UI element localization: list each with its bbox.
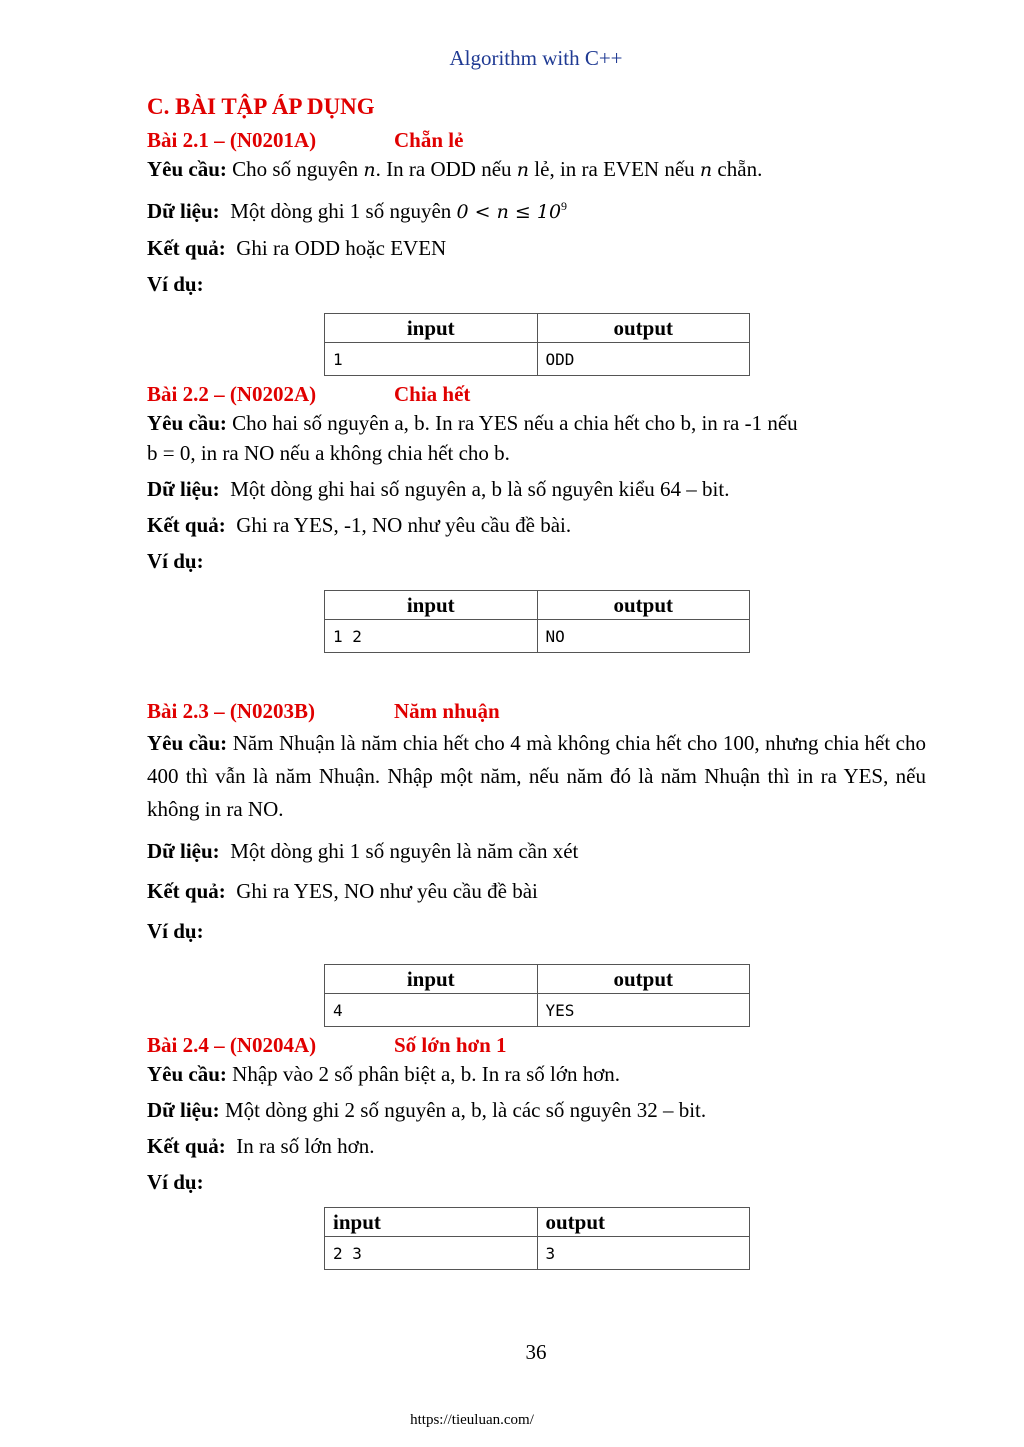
problem-heading <box>147 126 926 154</box>
table-cell-output: ODD <box>537 343 750 376</box>
page-header: Algorithm with C++ <box>449 46 623 70</box>
requirement-text: Nhập vào 2 số phân biệt a, b. In ra số lớn hơn. <box>232 1062 621 1086</box>
table-row <box>325 343 750 376</box>
example-table <box>324 590 750 653</box>
input-exponent: 9 <box>561 199 568 213</box>
table-header-input: input <box>325 314 538 343</box>
example-label: Ví dụ: <box>147 919 204 943</box>
output-spec <box>147 1131 926 1161</box>
requirement-label: Yêu cầu: <box>147 731 228 755</box>
requirement-text: Năm Nhuận là năm chia hết cho 4 mà không chia hết cho 100, nhưng chia hết cho 400 thì vẫn là năm Nhuận. Nhập một năm, nếu năm đó là năm Nhuận thì in ra YES, nếu không in ra NO. <box>147 731 927 821</box>
table-cell-output: 3 <box>537 1237 750 1270</box>
input-label: Dữ liệu: <box>147 1098 220 1122</box>
output-spec <box>147 233 926 263</box>
table-header-output: output <box>537 591 750 620</box>
table-header-output: output <box>537 1208 750 1237</box>
output-text: Ghi ra YES, NO như yêu cầu đề bài <box>236 879 538 903</box>
problem-name: Số lớn hơn 1 <box>394 1033 507 1057</box>
input-spec <box>147 1095 926 1125</box>
problem-id: Bài 2.1 – (N0201A) <box>147 128 317 152</box>
table-cell-input: 1 <box>325 343 538 376</box>
problem-id: Bài 2.3 – (N0203B) <box>147 699 315 723</box>
requirement-continued: b = 0, in ra NO nếu a không chia hết cho b. <box>147 441 510 465</box>
problem-name: Năm nhuận <box>394 699 500 723</box>
problem-name: Chẵn lẻ <box>394 128 464 152</box>
problem-id: Bài 2.4 – (N0204A) <box>147 1033 317 1057</box>
requirement-text-4: chẵn. <box>712 157 763 181</box>
example-label: Ví dụ: <box>147 549 204 573</box>
example-label: Ví dụ: <box>147 272 204 296</box>
output-text: Ghi ra YES, -1, NO như yêu cầu đề bài. <box>236 513 572 537</box>
table-cell-input: 1 2 <box>325 620 538 653</box>
table-header-input: input <box>325 1208 538 1237</box>
requirement-text-3: lẻ, in ra EVEN nếu <box>529 157 700 181</box>
input-label: Dữ liệu: <box>147 477 220 501</box>
output-text: In ra số lớn hơn. <box>236 1134 375 1158</box>
table-row <box>325 994 750 1027</box>
example-table <box>324 964 750 1027</box>
table-header-input: input <box>325 591 538 620</box>
input-text: Một dòng ghi 2 số nguyên a, b, là các số nguyên 32 – bit. <box>224 1098 707 1122</box>
input-text: Một dòng ghi 1 số nguyên <box>230 199 457 223</box>
table-cell-input: 2 3 <box>325 1237 538 1270</box>
example-table <box>324 1207 750 1270</box>
requirement-text: Cho hai số nguyên a, b. In ra YES nếu a chia hết cho b, in ra -1 nếu <box>232 411 798 435</box>
table-header-output: output <box>537 965 750 994</box>
problem-heading <box>147 1031 926 1059</box>
table-header-output: output <box>537 314 750 343</box>
footer-url: https://tieuluan.com/ <box>410 1412 534 1428</box>
problem-2-2 <box>147 380 926 653</box>
page-number: 36 <box>525 1340 547 1364</box>
problem-2-1 <box>147 126 926 376</box>
output-text: Ghi ra ODD hoặc EVEN <box>236 236 447 260</box>
problem-heading <box>147 380 926 408</box>
table-cell-input: 4 <box>325 994 538 1027</box>
table-cell-output: YES <box>537 994 750 1027</box>
output-spec <box>147 510 926 540</box>
requirement-label: Yêu cầu: <box>147 411 227 435</box>
input-text: Một dòng ghi hai số nguyên a, b là số nguyên kiểu 64 – bit. <box>230 477 730 501</box>
output-label: Kết quả: <box>147 513 226 537</box>
input-constraint: 0 < n ≤ 10 <box>456 201 562 223</box>
input-spec <box>147 191 926 227</box>
input-spec <box>147 836 926 866</box>
var-n: n <box>363 159 376 181</box>
requirement-label: Yêu cầu: <box>147 1062 227 1086</box>
table-header-input: input <box>325 965 538 994</box>
requirement <box>147 727 926 826</box>
output-label: Kết quả: <box>147 1134 226 1158</box>
var-n: n <box>516 159 530 181</box>
output-label: Kết quả: <box>147 879 226 903</box>
var-n: n <box>699 159 713 181</box>
input-text: Một dòng ghi 1 số nguyên là năm cần xét <box>230 839 579 863</box>
input-label: Dữ liệu: <box>147 199 220 223</box>
requirement <box>147 1059 926 1089</box>
input-spec <box>147 474 926 504</box>
table-cell-output: NO <box>537 620 750 653</box>
table-row <box>325 1237 750 1270</box>
requirement-text-2: . In ra ODD nếu <box>375 157 517 181</box>
requirement-label: Yêu cầu: <box>147 157 227 181</box>
table-row <box>325 620 750 653</box>
example-table <box>324 313 750 376</box>
page-content <box>147 94 926 1270</box>
requirement <box>147 408 926 438</box>
problem-name: Chia hết <box>394 382 471 406</box>
output-label: Kết quả: <box>147 236 226 260</box>
section-title: C. BÀI TẬP ÁP DỤNG <box>147 94 375 119</box>
example-label: Ví dụ: <box>147 1170 204 1194</box>
requirement-text-1: Cho số nguyên <box>232 157 364 181</box>
requirement <box>147 154 926 185</box>
problem-2-3 <box>147 697 926 1027</box>
output-spec <box>147 876 926 906</box>
problem-heading <box>147 697 926 725</box>
input-label: Dữ liệu: <box>147 839 220 863</box>
problem-id: Bài 2.2 – (N0202A) <box>147 382 317 406</box>
problem-2-4 <box>147 1031 926 1270</box>
